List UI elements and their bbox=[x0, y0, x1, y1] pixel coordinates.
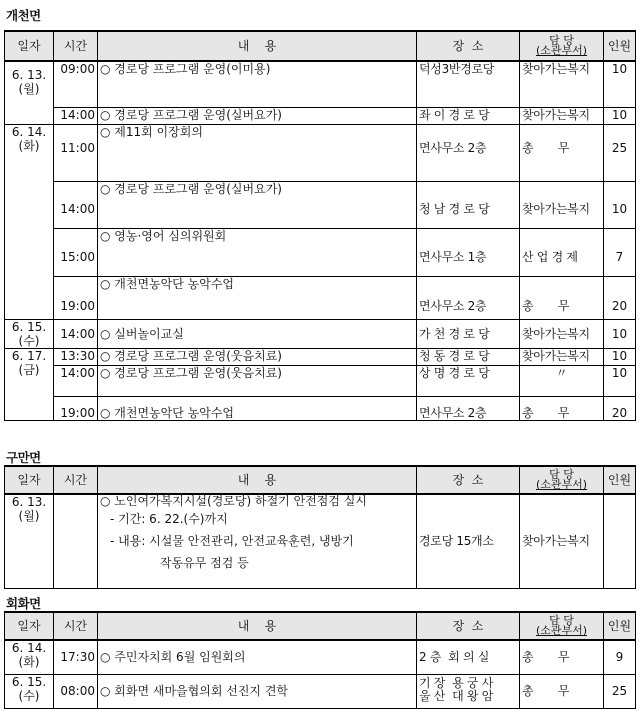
table-row bbox=[5, 181, 636, 228]
header-people: 인원 bbox=[604, 612, 636, 640]
content-main: ○ 노인여가복지시설(경로당) 하절기 안전점검 실시 bbox=[100, 494, 367, 508]
people-cell: 10 bbox=[604, 107, 636, 124]
people-cell: 10 bbox=[604, 348, 636, 365]
content-sub-details-cont: 작동유무 점검 등 bbox=[160, 556, 249, 570]
place-cell: 청 남 경 로 당 bbox=[417, 181, 520, 228]
header-dept-line1: 담 당 bbox=[549, 614, 574, 627]
dept-cell: 찾아가는복지 bbox=[520, 319, 604, 348]
place-cell: 면사무소 1층 bbox=[417, 228, 520, 276]
header-dept bbox=[520, 31, 604, 61]
header-dept-line2: (소관부서) bbox=[535, 478, 588, 491]
table-row bbox=[5, 319, 636, 348]
place-cell: 청 동 경 로 당 bbox=[417, 348, 520, 365]
dept-cell: 총 무 bbox=[520, 396, 604, 420]
table-row bbox=[5, 674, 636, 708]
table-row bbox=[5, 348, 636, 365]
place-cell: 좌 이 경 로 당 bbox=[417, 107, 520, 124]
schedule-table-guman bbox=[4, 465, 636, 589]
time-cell: 19:00 bbox=[54, 276, 98, 319]
table-header-row bbox=[5, 31, 636, 61]
section-title-hoehwa: 회화면 bbox=[6, 596, 41, 611]
people-cell: 10 bbox=[604, 61, 636, 107]
content-cell: ○ 실버놀이교실 bbox=[98, 319, 417, 348]
content-sub-period: - 기간: 6. 22.(수)까지 bbox=[110, 512, 228, 526]
section-title-guman: 구만면 bbox=[6, 450, 41, 465]
dept-cell: 찾아가는복지 bbox=[520, 107, 604, 124]
header-place: 장 소 bbox=[417, 466, 520, 494]
people-cell: 7 bbox=[604, 228, 636, 276]
table-row bbox=[5, 107, 636, 124]
table-row bbox=[5, 61, 636, 107]
header-people: 인원 bbox=[604, 31, 636, 61]
dept-cell: 총 무 bbox=[520, 124, 604, 181]
schedule-table-hoehwa bbox=[4, 611, 636, 709]
dept-cell: 찾아가는복지 bbox=[520, 348, 604, 365]
header-time: 시간 bbox=[54, 466, 98, 494]
dept-cell: 총 무 bbox=[520, 276, 604, 319]
header-content: 내 용 bbox=[98, 466, 417, 494]
date-cell: 6. 13. (월) bbox=[5, 61, 54, 124]
people-cell: 20 bbox=[604, 276, 636, 319]
content-cell bbox=[98, 494, 417, 588]
table-header-row bbox=[5, 466, 636, 494]
place-cell bbox=[417, 674, 520, 708]
date-cell: 6. 13. (월) bbox=[5, 494, 54, 588]
table-row bbox=[5, 124, 636, 181]
people-cell bbox=[604, 494, 636, 588]
table-row bbox=[5, 365, 636, 396]
table-row bbox=[5, 640, 636, 674]
header-content: 내 용 bbox=[98, 612, 417, 640]
content-cell: ○ 주민자치회 6월 임원회의 bbox=[98, 640, 417, 674]
content-cell: ○ 경로당 프로그램 운영(실버요가) bbox=[98, 181, 417, 228]
table-header-row bbox=[5, 612, 636, 640]
content-sub-details: - 내용: 시설물 안전관리, 안전교육훈련, 냉방기 bbox=[110, 534, 354, 548]
date-cell: 6. 15. (수) bbox=[5, 674, 54, 708]
people-cell: 10 bbox=[604, 319, 636, 348]
date-cell: 6. 15. (수) bbox=[5, 319, 54, 348]
place-cell: 상 명 경 로 당 bbox=[417, 365, 520, 396]
header-date: 일자 bbox=[5, 466, 54, 494]
place-cell: 면사무소 2층 bbox=[417, 124, 520, 181]
header-date: 일자 bbox=[5, 612, 54, 640]
people-cell: 25 bbox=[604, 124, 636, 181]
time-cell: 13:30 bbox=[54, 348, 98, 365]
content-cell: ○ 회화면 새마을협의회 선진지 견학 bbox=[98, 674, 417, 708]
dept-cell: 〃 bbox=[520, 365, 604, 396]
time-cell: 11:00 bbox=[54, 124, 98, 181]
dept-cell: 찾아가는복지 bbox=[520, 61, 604, 107]
place-line2: 울 산 대 왕 암 bbox=[419, 688, 494, 703]
time-cell bbox=[54, 494, 98, 588]
place-cell: 가 천 경 로 당 bbox=[417, 319, 520, 348]
header-dept bbox=[520, 612, 604, 640]
time-cell: 09:00 bbox=[54, 61, 98, 107]
dept-cell: 산 업 경 제 bbox=[520, 228, 604, 276]
people-cell: 10 bbox=[604, 365, 636, 396]
people-cell: 20 bbox=[604, 396, 636, 420]
content-cell: ○ 경로당 프로그램 운영(실버요가) bbox=[98, 107, 417, 124]
header-time: 시간 bbox=[54, 31, 98, 61]
header-dept bbox=[520, 466, 604, 494]
date-cell: 6. 14. (화) bbox=[5, 640, 54, 674]
header-people: 인원 bbox=[604, 466, 636, 494]
content-cell: ○ 개천면농악단 농악수업 bbox=[98, 396, 417, 420]
table-row bbox=[5, 396, 636, 420]
time-cell: 14:00 bbox=[54, 365, 98, 396]
place-cell: 면사무소 2층 bbox=[417, 276, 520, 319]
section-title-gaecheon: 개천면 bbox=[6, 8, 41, 23]
time-cell: 08:00 bbox=[54, 674, 98, 708]
time-cell: 15:00 bbox=[54, 228, 98, 276]
header-dept-line1: 담 당 bbox=[549, 468, 574, 481]
place-cell: 2 층 회 의 실 bbox=[417, 640, 520, 674]
dept-cell: 찾아가는복지 bbox=[520, 181, 604, 228]
content-cell: ○ 경로당 프로그램 운영(이미용) bbox=[98, 61, 417, 107]
dept-cell: 찾아가는복지 bbox=[520, 494, 604, 588]
time-cell: 19:00 bbox=[54, 396, 98, 420]
table-row bbox=[5, 276, 636, 319]
place-cell: 경로당 15개소 bbox=[417, 494, 520, 588]
header-dept-line1: 담 당 bbox=[549, 34, 574, 47]
content-cell: ○ 제11회 이장회의 bbox=[98, 124, 417, 181]
dept-cell: 총 무 bbox=[520, 674, 604, 708]
people-cell: 25 bbox=[604, 674, 636, 708]
people-cell: 10 bbox=[604, 181, 636, 228]
table-row bbox=[5, 228, 636, 276]
content-cell: ○ 개천면농악단 농악수업 bbox=[98, 276, 417, 319]
time-cell: 14:00 bbox=[54, 319, 98, 348]
place-cell: 덕성3반경로당 bbox=[417, 61, 520, 107]
content-cell: ○ 경로당 프로그램 운영(웃음치료) bbox=[98, 348, 417, 365]
time-cell: 17:30 bbox=[54, 640, 98, 674]
place-line1: 기 장 용 궁 사 bbox=[419, 675, 494, 690]
header-date: 일자 bbox=[5, 31, 54, 61]
time-cell: 14:00 bbox=[54, 107, 98, 124]
table-row bbox=[5, 494, 636, 588]
header-place: 장 소 bbox=[417, 612, 520, 640]
header-dept-line2: (소관부서) bbox=[535, 44, 588, 57]
content-cell: ○ 경로당 프로그램 운영(웃음치료) bbox=[98, 365, 417, 396]
place-cell: 면사무소 2층 bbox=[417, 396, 520, 420]
schedule-table-gaecheon bbox=[4, 30, 636, 421]
header-dept-line2: (소관부서) bbox=[535, 624, 588, 637]
header-place: 장 소 bbox=[417, 31, 520, 61]
content-cell: ○ 영농·영어 심의위원회 bbox=[98, 228, 417, 276]
people-cell: 9 bbox=[604, 640, 636, 674]
dept-cell: 총 무 bbox=[520, 640, 604, 674]
date-cell: 6. 17. (금) bbox=[5, 348, 54, 420]
header-time: 시간 bbox=[54, 612, 98, 640]
header-content: 내 용 bbox=[98, 31, 417, 61]
time-cell: 14:00 bbox=[54, 181, 98, 228]
date-cell: 6. 14. (화) bbox=[5, 124, 54, 319]
